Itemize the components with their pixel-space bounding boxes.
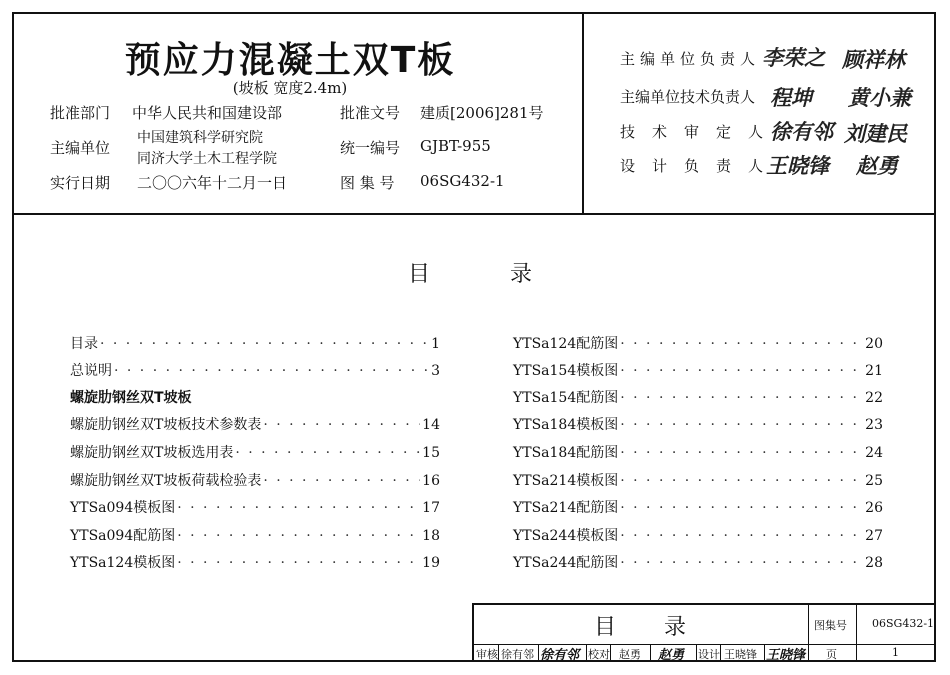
approval-dept-label: 批准部门 bbox=[50, 104, 111, 122]
toc-leader bbox=[620, 528, 863, 544]
resp-label-design-chief: 设计负责人 bbox=[620, 157, 781, 175]
toc-leader bbox=[177, 555, 420, 571]
toc-entry-page: 26 bbox=[865, 500, 883, 516]
title-block-name-char-1: 目 bbox=[594, 615, 617, 640]
toc-entry[interactable] bbox=[70, 497, 440, 517]
title-block-atlas-no: 06SG432-1 bbox=[872, 617, 935, 630]
unified-no: GJBT-955 bbox=[420, 137, 491, 155]
resp-label-chief-unit: 主编单位负责人 bbox=[620, 50, 761, 68]
toc-entry[interactable] bbox=[513, 497, 883, 517]
toc-entry-page: 25 bbox=[865, 473, 883, 489]
reviewer-signature: 徐有邻 bbox=[540, 648, 580, 663]
reviewer-name: 徐有邻 bbox=[501, 648, 534, 661]
effective-date-label: 实行日期 bbox=[50, 174, 111, 192]
toc-heading-char-1: 目 bbox=[408, 262, 431, 287]
atlas-subtitle: (坡板 宽度2.4m) bbox=[232, 79, 348, 97]
atlas-title: 预应力混凝土双T板 bbox=[124, 40, 456, 81]
toc-leader bbox=[263, 473, 420, 489]
toc-leader bbox=[177, 528, 420, 544]
checker-signature: 赵勇 bbox=[658, 648, 685, 663]
toc-leader bbox=[620, 500, 863, 516]
toc-entry[interactable] bbox=[70, 333, 440, 353]
toc-entry[interactable] bbox=[513, 552, 883, 572]
design-label: 设计 bbox=[698, 648, 720, 661]
title-block-atlas-label: 图集号 bbox=[814, 619, 847, 632]
title-block-vline bbox=[498, 644, 499, 660]
header-divider bbox=[12, 213, 936, 215]
toc-entry-title: YTSa184模板图 bbox=[513, 417, 619, 433]
checker-name: 赵勇 bbox=[619, 648, 641, 661]
toc-entry-title: YTSa154配筋图 bbox=[513, 390, 619, 406]
toc-leader bbox=[177, 500, 420, 516]
toc-entry[interactable] bbox=[513, 414, 883, 434]
signature-tech-chief-2: 黄小兼 bbox=[848, 85, 911, 110]
toc-entry-title: YTSa094配筋图 bbox=[70, 528, 176, 544]
toc-entry[interactable] bbox=[513, 333, 883, 353]
atlas-no-label: 图 集 号 bbox=[340, 174, 395, 192]
signature-design-chief-1: 王晓锋 bbox=[766, 153, 829, 178]
designer-name: 王晓锋 bbox=[724, 648, 757, 661]
toc-leader bbox=[620, 417, 863, 433]
toc-leader bbox=[620, 445, 863, 461]
title-block bbox=[472, 603, 936, 662]
title-block-vline bbox=[764, 644, 765, 660]
signature-tech-chief-1: 程坤 bbox=[770, 85, 812, 110]
approval-dept: 中华人民共和国建设部 bbox=[132, 104, 283, 122]
toc-entry-title: YTSa154模板图 bbox=[513, 363, 619, 379]
toc-entry[interactable] bbox=[513, 470, 883, 490]
toc-entry-page: 24 bbox=[865, 445, 883, 461]
review-label: 审核 bbox=[476, 648, 498, 661]
designer-signature: 王晓锋 bbox=[766, 648, 806, 663]
signature-design-chief-2: 赵勇 bbox=[856, 153, 898, 178]
resp-label-tech-review: 技术审定人 bbox=[620, 123, 781, 141]
toc-entry-page: 17 bbox=[422, 500, 440, 516]
editor-unit-2: 同济大学土木工程学院 bbox=[137, 151, 277, 167]
toc-entry-title: YTSa094模板图 bbox=[70, 500, 176, 516]
header-vertical-divider bbox=[582, 12, 584, 213]
toc-entry-title: 螺旋肋钢丝双T坡板荷载检验表 bbox=[70, 473, 262, 489]
toc-entry[interactable] bbox=[70, 525, 440, 545]
title-block-vline bbox=[538, 644, 539, 660]
toc-entry[interactable] bbox=[70, 470, 440, 490]
atlas-no: 06SG432-1 bbox=[420, 172, 505, 190]
toc-entry-page: 14 bbox=[422, 417, 440, 433]
toc-leader bbox=[620, 336, 863, 352]
toc-entry[interactable] bbox=[70, 552, 440, 572]
toc-entry-title: YTSa244配筋图 bbox=[513, 555, 619, 571]
toc-leader bbox=[235, 445, 420, 461]
signature-tech-review-1: 徐有邻 bbox=[770, 119, 833, 144]
toc-entry-page: 18 bbox=[422, 528, 440, 544]
title-block-vline bbox=[586, 644, 587, 660]
page-number: 1 bbox=[892, 646, 899, 659]
toc-heading-char-2: 录 bbox=[510, 262, 533, 287]
toc-entry-page: 19 bbox=[422, 555, 440, 571]
title-block-vline bbox=[696, 644, 697, 660]
toc-entry-title: YTSa244模板图 bbox=[513, 528, 619, 544]
toc-entry-page: 27 bbox=[865, 528, 883, 544]
toc-entry[interactable] bbox=[70, 414, 440, 434]
approval-doc-label: 批准文号 bbox=[340, 104, 401, 122]
title-block-vline bbox=[856, 605, 857, 660]
toc-leader bbox=[620, 473, 863, 489]
toc-entry-page: 16 bbox=[422, 473, 440, 489]
title-block-vline bbox=[610, 644, 611, 660]
editor-unit-label: 主编单位 bbox=[50, 139, 111, 157]
toc-entry-title: 目录 bbox=[70, 336, 98, 352]
signature-chief-unit-2: 顾祥林 bbox=[842, 47, 905, 72]
toc-entry-page: 22 bbox=[865, 390, 883, 406]
toc-leader bbox=[100, 336, 429, 352]
title-block-name-char-2: 录 bbox=[664, 615, 687, 640]
unified-no-label: 统一编号 bbox=[340, 139, 401, 157]
toc-entry-title: 螺旋肋钢丝双T坡板选用表 bbox=[70, 445, 234, 461]
toc-entry-title: YTSa184配筋图 bbox=[513, 445, 619, 461]
title-block-vline bbox=[720, 644, 721, 660]
resp-label-tech-chief: 主编单位技术负责人 bbox=[620, 88, 756, 106]
toc-entry-page: 28 bbox=[865, 555, 883, 571]
toc-entry-page: 1 bbox=[431, 336, 440, 352]
approval-doc: 建质[2006]281号 bbox=[420, 104, 544, 122]
toc-entry-title: YTSa124模板图 bbox=[70, 555, 176, 571]
page-label: 页 bbox=[826, 648, 837, 661]
toc-section-heading: 螺旋肋钢丝双T坡板 bbox=[70, 390, 192, 406]
toc-entry[interactable] bbox=[70, 442, 440, 462]
toc-entry[interactable] bbox=[513, 360, 883, 380]
toc-entry[interactable] bbox=[513, 442, 883, 462]
toc-leader bbox=[620, 555, 863, 571]
toc-entry-page: 15 bbox=[422, 445, 440, 461]
toc-entry[interactable] bbox=[513, 525, 883, 545]
toc-entry-title: YTSa214配筋图 bbox=[513, 500, 619, 516]
editor-unit-1: 中国建筑科学研究院 bbox=[137, 130, 263, 146]
toc-leader bbox=[114, 363, 429, 379]
toc-leader bbox=[620, 390, 863, 406]
signature-tech-review-2: 刘建民 bbox=[844, 121, 907, 146]
toc-leader bbox=[620, 363, 863, 379]
toc-entry[interactable] bbox=[513, 387, 883, 407]
toc-entry-title: YTSa214模板图 bbox=[513, 473, 619, 489]
check-label: 校对 bbox=[588, 648, 610, 661]
signature-chief-unit-1: 李荣之 bbox=[762, 45, 825, 70]
toc-entry-page: 3 bbox=[431, 363, 440, 379]
title-block-vline bbox=[650, 644, 651, 660]
effective-date: 二〇〇六年十二月一日 bbox=[137, 174, 288, 192]
toc-entry[interactable] bbox=[70, 360, 440, 380]
toc-entry-title: 总说明 bbox=[70, 363, 112, 379]
toc-entry-page: 20 bbox=[865, 336, 883, 352]
toc-entry-title: 螺旋肋钢丝双T坡板技术参数表 bbox=[70, 417, 262, 433]
toc-entry-page: 21 bbox=[865, 363, 883, 379]
toc-leader bbox=[263, 417, 420, 433]
toc-entry-page: 23 bbox=[865, 417, 883, 433]
title-block-vline bbox=[808, 605, 809, 660]
toc-entry-title: YTSa124配筋图 bbox=[513, 336, 619, 352]
